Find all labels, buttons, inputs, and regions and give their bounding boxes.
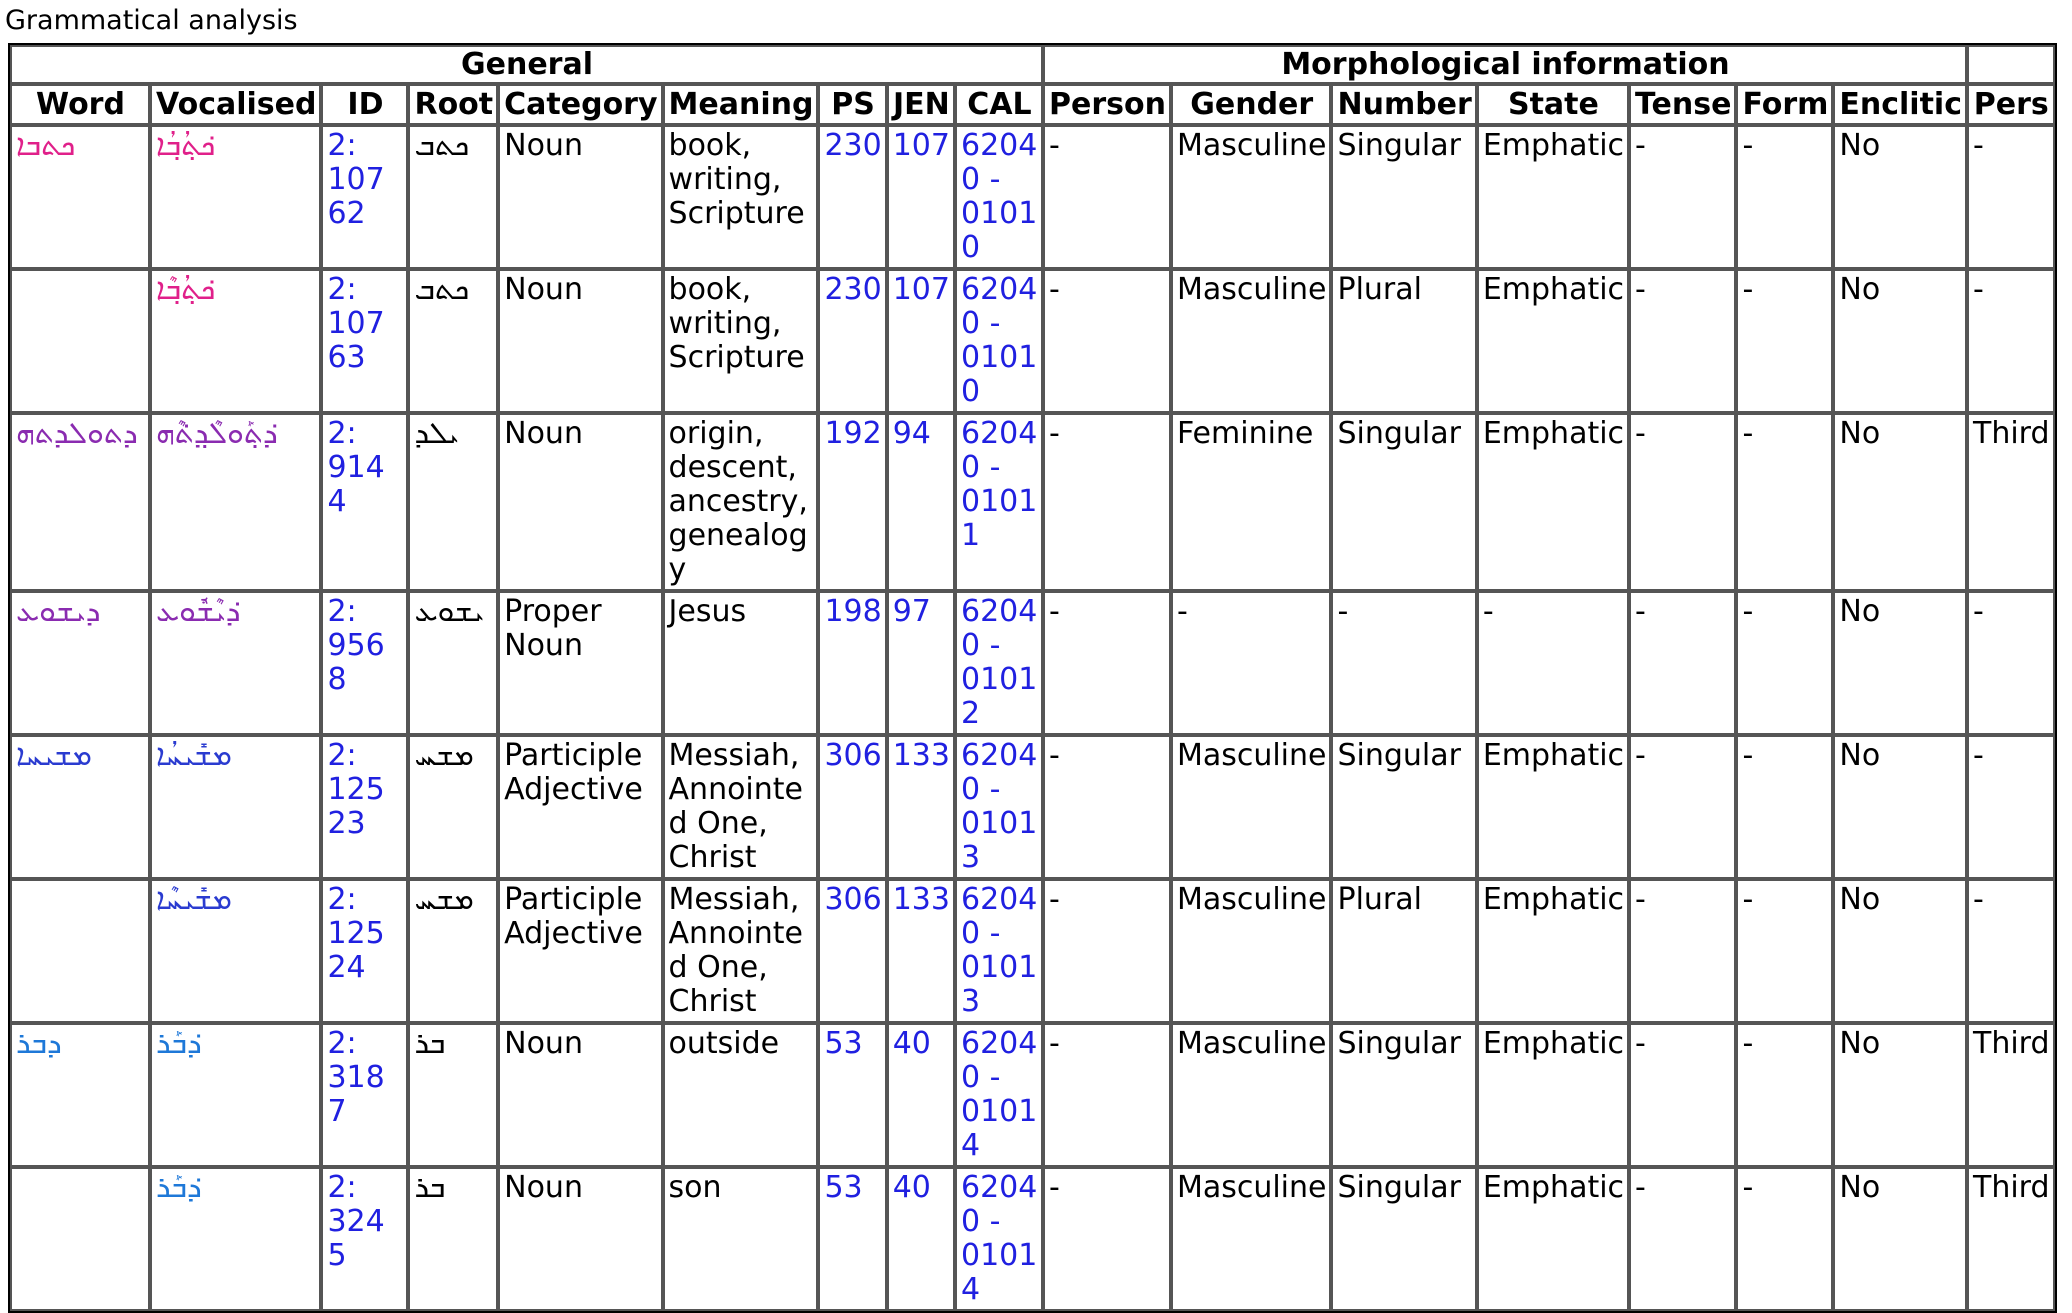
gender-cell: - — [1171, 591, 1332, 735]
meaning-cell: Jesus — [663, 591, 819, 735]
state-cell: Emphatic — [1477, 269, 1629, 413]
gender-cell: Masculine — [1171, 735, 1332, 879]
column-header-person[interactable]: Person — [1043, 84, 1171, 125]
vocalised-cell[interactable]: ܕ݁ܒܰܪ — [150, 1167, 321, 1311]
table-row — [10, 735, 2055, 879]
grammatical-analysis-table — [8, 43, 2057, 1313]
pers-cell: Third — [1967, 1023, 2055, 1167]
ps-link[interactable]: 306 — [818, 735, 886, 879]
jen-link[interactable]: 94 — [887, 413, 955, 591]
column-header-vocalised[interactable]: Vocalised — [150, 84, 321, 125]
ps-link[interactable]: 306 — [818, 879, 886, 1023]
pers-cell: - — [1967, 591, 2055, 735]
word-cell — [10, 269, 150, 413]
enclitic-cell: No — [1833, 591, 1967, 735]
root-cell: ܡܫܚ — [408, 879, 498, 1023]
group-general: General — [10, 45, 1043, 84]
table-row — [10, 1167, 2055, 1311]
vocalised-cell[interactable]: ܟ݁ܬ݂ܳܒ݂ܶܐ — [150, 269, 321, 413]
table-row — [10, 413, 2055, 591]
jen-link[interactable]: 107 — [887, 125, 955, 269]
id-link[interactable]: 2: 3187 — [321, 1023, 408, 1167]
state-cell: Emphatic — [1477, 125, 1629, 269]
form-cell: - — [1736, 1167, 1833, 1311]
id-link[interactable]: 2: 10763 — [321, 269, 408, 413]
word-cell[interactable]: ܕܝܫܘܥ — [10, 591, 150, 735]
person-cell: - — [1043, 1167, 1171, 1311]
table-caption: Grammatical analysis — [5, 5, 298, 36]
category-cell: Noun — [498, 1167, 662, 1311]
word-cell — [10, 1167, 150, 1311]
gender-cell: Masculine — [1171, 1167, 1332, 1311]
vocalised-cell[interactable]: ܕ݁ܒܰܪ — [150, 1023, 321, 1167]
meaning-cell: book, writing, Scripture — [663, 269, 819, 413]
root-cell: ܟܬܒ — [408, 269, 498, 413]
jen-link[interactable]: 107 — [887, 269, 955, 413]
word-cell[interactable]: ܕܒܪ — [10, 1023, 150, 1167]
root-cell: ܝܫܘܥ — [408, 591, 498, 735]
number-cell: Plural — [1331, 879, 1476, 1023]
cal-link[interactable]: 62040 - 01011 — [955, 413, 1043, 591]
tense-cell: - — [1629, 591, 1736, 735]
meaning-cell: son — [663, 1167, 819, 1311]
id-link[interactable]: 2: 12523 — [321, 735, 408, 879]
tense-cell: - — [1629, 413, 1736, 591]
id-link[interactable]: 2: 12524 — [321, 879, 408, 1023]
gender-cell: Masculine — [1171, 269, 1332, 413]
meaning-cell: Messiah, Annointed One, Christ — [663, 735, 819, 879]
category-cell: Noun — [498, 413, 662, 591]
tense-cell: - — [1629, 879, 1736, 1023]
jen-link[interactable]: 133 — [887, 735, 955, 879]
pers-cell: - — [1967, 735, 2055, 879]
number-cell: - — [1331, 591, 1476, 735]
enclitic-cell: No — [1833, 1167, 1967, 1311]
tense-cell: - — [1629, 125, 1736, 269]
enclitic-cell: No — [1833, 735, 1967, 879]
ps-link[interactable]: 53 — [818, 1167, 886, 1311]
category-cell: Participle Adjective — [498, 879, 662, 1023]
column-header-jen[interactable]: JEN — [887, 84, 955, 125]
person-cell: - — [1043, 1023, 1171, 1167]
column-header-tense[interactable]: Tense — [1629, 84, 1736, 125]
vocalised-cell[interactable]: ܕ݁ܝܶܫܽܘܥ — [150, 591, 321, 735]
root-cell: ܟܬܒ — [408, 125, 498, 269]
vocalised-cell[interactable]: ܟ݁ܬ݂ܳܒ݂ܳܐ — [150, 125, 321, 269]
gender-cell: Masculine — [1171, 125, 1332, 269]
enclitic-cell: No — [1833, 413, 1967, 591]
vocalised-cell[interactable]: ܡܫܺܝܚܳܐ — [150, 735, 321, 879]
form-cell: - — [1736, 125, 1833, 269]
gender-cell: Feminine — [1171, 413, 1332, 591]
state-cell: Emphatic — [1477, 413, 1629, 591]
ps-link[interactable]: 230 — [818, 125, 886, 269]
person-cell: - — [1043, 879, 1171, 1023]
column-header-meaning[interactable]: Meaning — [663, 84, 819, 125]
enclitic-cell: No — [1833, 879, 1967, 1023]
state-cell: Emphatic — [1477, 1023, 1629, 1167]
table-row — [10, 879, 2055, 1023]
form-cell: - — [1736, 735, 1833, 879]
table-row — [10, 125, 2055, 269]
table-row — [10, 591, 2055, 735]
id-link[interactable]: 2: 9144 — [321, 413, 408, 591]
cal-link[interactable]: 62040 - 01012 — [955, 591, 1043, 735]
number-cell: Singular — [1331, 1167, 1476, 1311]
category-cell: Proper Noun — [498, 591, 662, 735]
jen-link[interactable]: 97 — [887, 591, 955, 735]
column-header-category[interactable]: Category — [498, 84, 662, 125]
number-cell: Singular — [1331, 413, 1476, 591]
cal-link[interactable]: 62040 - 01010 — [955, 125, 1043, 269]
number-cell: Singular — [1331, 125, 1476, 269]
id-link[interactable]: 2: 9568 — [321, 591, 408, 735]
person-cell: - — [1043, 413, 1171, 591]
column-header-state[interactable]: State — [1477, 84, 1629, 125]
tense-cell: - — [1629, 269, 1736, 413]
cal-link[interactable]: 62040 - 01013 — [955, 735, 1043, 879]
person-cell: - — [1043, 735, 1171, 879]
jen-link[interactable]: 40 — [887, 1023, 955, 1167]
column-header-cal[interactable]: CAL — [955, 84, 1043, 125]
meaning-cell: outside — [663, 1023, 819, 1167]
column-header-root[interactable]: Root — [408, 84, 498, 125]
column-header-id[interactable]: ID — [321, 84, 408, 125]
table-row — [10, 1023, 2055, 1167]
category-cell: Participle Adjective — [498, 735, 662, 879]
gender-cell: Masculine — [1171, 1023, 1332, 1167]
word-cell[interactable]: ܟܬܒܐ — [10, 125, 150, 269]
column-header-pers[interactable]: Pers — [1967, 84, 2055, 125]
column-header-enclitic[interactable]: Enclitic — [1833, 84, 1967, 125]
state-cell: Emphatic — [1477, 879, 1629, 1023]
id-link[interactable]: 2: 10762 — [321, 125, 408, 269]
category-cell: Noun — [498, 125, 662, 269]
enclitic-cell: No — [1833, 125, 1967, 269]
word-cell — [10, 879, 150, 1023]
column-header-gender[interactable]: Gender — [1171, 84, 1332, 125]
pers-cell: - — [1967, 269, 2055, 413]
tense-cell: - — [1629, 1023, 1736, 1167]
jen-link[interactable]: 133 — [887, 879, 955, 1023]
column-header-form[interactable]: Form — [1736, 84, 1833, 125]
vocalised-cell[interactable]: ܕ݁ܬ݂ܰܘܠܶܕ݂ܬ݁ܶܗ — [150, 413, 321, 591]
tense-cell: - — [1629, 735, 1736, 879]
state-cell: - — [1477, 591, 1629, 735]
id-link[interactable]: 2: 3245 — [321, 1167, 408, 1311]
cal-link[interactable]: 62040 - 01014 — [955, 1167, 1043, 1311]
number-cell: Singular — [1331, 1023, 1476, 1167]
person-cell: - — [1043, 125, 1171, 269]
word-cell[interactable]: ܕܬܘܠܕܬܗ — [10, 413, 150, 591]
enclitic-cell: No — [1833, 269, 1967, 413]
ps-link[interactable]: 198 — [818, 591, 886, 735]
person-cell: - — [1043, 269, 1171, 413]
pers-cell: - — [1967, 879, 2055, 1023]
form-cell: - — [1736, 591, 1833, 735]
form-cell: - — [1736, 1023, 1833, 1167]
cal-link[interactable]: 62040 - 01013 — [955, 879, 1043, 1023]
group-morphological-information: Morphological information — [1043, 45, 1967, 84]
column-header-word[interactable]: Word — [10, 84, 150, 125]
number-cell: Plural — [1331, 269, 1476, 413]
state-cell: Emphatic — [1477, 1167, 1629, 1311]
word-cell[interactable]: ܡܫܝܚܐ — [10, 735, 150, 879]
meaning-cell: Messiah, Annointed One, Christ — [663, 879, 819, 1023]
state-cell: Emphatic — [1477, 735, 1629, 879]
tense-cell: - — [1629, 1167, 1736, 1311]
column-header-ps[interactable]: PS — [818, 84, 886, 125]
cal-link[interactable]: 62040 - 01014 — [955, 1023, 1043, 1167]
pers-cell: - — [1967, 125, 2055, 269]
meaning-cell: origin, descent, ancestry, genealogy — [663, 413, 819, 591]
enclitic-cell: No — [1833, 1023, 1967, 1167]
gender-cell: Masculine — [1171, 879, 1332, 1023]
ps-link[interactable]: 230 — [818, 269, 886, 413]
form-cell: - — [1736, 269, 1833, 413]
form-cell: - — [1736, 413, 1833, 591]
number-cell: Singular — [1331, 735, 1476, 879]
category-cell: Noun — [498, 1023, 662, 1167]
ps-link[interactable]: 53 — [818, 1023, 886, 1167]
column-header-number[interactable]: Number — [1331, 84, 1476, 125]
root-cell: ܡܫܚ — [408, 735, 498, 879]
pers-cell: Third — [1967, 1167, 2055, 1311]
ps-link[interactable]: 192 — [818, 413, 886, 591]
root-cell: ܒܪ — [408, 1023, 498, 1167]
root-cell: ܒܪ — [408, 1167, 498, 1311]
meaning-cell: book, writing, Scripture — [663, 125, 819, 269]
table-row — [10, 269, 2055, 413]
form-cell: - — [1736, 879, 1833, 1023]
pers-cell: Third — [1967, 413, 2055, 591]
vocalised-cell[interactable]: ܡܫܺܝܚܶܐ — [150, 879, 321, 1023]
category-cell: Noun — [498, 269, 662, 413]
group-extra — [1967, 45, 2055, 84]
root-cell: ܝܠܕ — [408, 413, 498, 591]
jen-link[interactable]: 40 — [887, 1167, 955, 1311]
person-cell: - — [1043, 591, 1171, 735]
cal-link[interactable]: 62040 - 01010 — [955, 269, 1043, 413]
